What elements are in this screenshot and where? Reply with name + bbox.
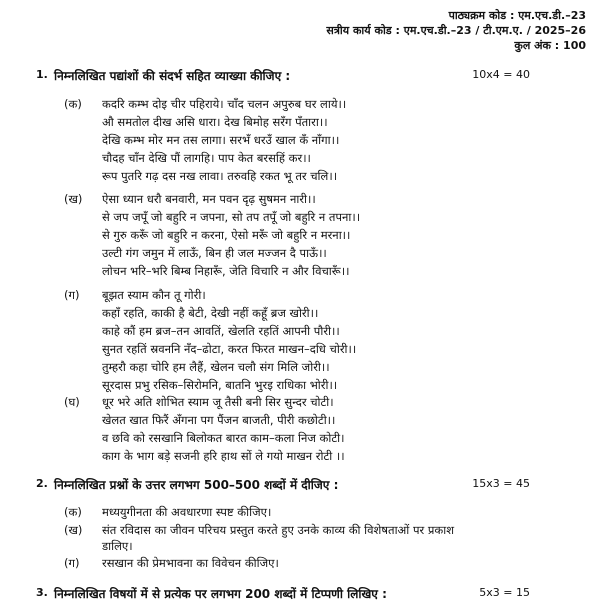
passage-label: (घ) [64,395,80,409]
question-number: 1. [36,68,48,81]
question-text: निम्नलिखित पद्यांशों की संदर्भ सहित व्याख्या कीजिए : [54,69,291,83]
question-marks: 10x4 = 40 [472,68,530,81]
passage-line: कहाँ रहति, काकी है बेटी, देखी नहीं कहूँ ब्रज खोरी।। [102,306,319,320]
passage-line: सुनत रहतिं स्रवननि नँद–ढोटा, करत फिरत माखन–दधि चोरी।। [102,342,357,356]
question-2 [0,475,600,493]
sub-question-text: रसखान की प्रेमभावना का विवेचन कीजिए। [102,556,279,570]
sub-question-label: (क) [64,505,82,519]
passage-line: औ समतोल दीख असि धारा। देख बिमोह सरँग पँतारा।। [102,115,328,129]
sub-question-label: (ग) [64,556,80,570]
passage-line: बूझत स्याम कौन तू गोरी। [102,288,206,302]
passage-line: लोचन भरि–भरि बिम्ब निहारूँ, जेति विचारि न और विचारूँ।। [102,264,350,278]
sub-question-text: मध्ययुगीनता की अवधारणा स्पष्ट कीजिए। [102,505,272,519]
total-marks: कुल अंक : 100 [514,39,586,52]
question-3 [0,584,600,602]
question-text: निम्नलिखित प्रश्नों के उत्तर लगभग 500–500 शब्दों में दीजिए : [54,478,339,492]
question-number: 2. [36,477,48,490]
assignment-code: सत्रीय कार्य कोड : एम.एच.डी.–23 / टी.एम.ए. / 2025–26 [326,24,586,37]
passage-label: (ग) [64,288,80,302]
passage-line: धूर भरे अति शोभित स्याम जू तैसी बनी सिर सुन्दर चोटी। [102,395,334,409]
sub-question-text: डालिए। [102,539,133,553]
question-1 [0,66,600,84]
question-marks: 5x3 = 15 [479,586,530,599]
passage-line: कदरि कम्भ दोइ चीर पहिराये। चाँद चलन अपुरुब घर लाये।। [102,97,347,111]
passage-line: से गुरु करूँ जो बहुरि न करना, ऐसो मरूँ जो बहुरि न मरना।। [102,228,351,242]
course-code: पाठ्यक्रम कोड : एम.एच.डी.–23 [448,9,586,22]
passage-line: काहे कौं हम ब्रज–तन आवतिं, खेलति रहतिं आपनी पौरी।। [102,324,340,338]
passage-label: (क) [64,97,82,111]
question-text: निम्नलिखित विषयों में से प्रत्येक पर लगभग 200 शब्दों में टिप्पणी लिखिए : [54,587,387,601]
question-number: 3. [36,586,48,599]
question-marks: 15x3 = 45 [472,477,530,490]
passage-label: (ख) [64,192,83,206]
passage-line: काग के भाग बड़े सजनी हरि हाथ सों ले गयो माखन रोटी ।। [102,449,345,463]
passage-line: रूप पुतरि गढ़ दस नख लावा। तरुवहि रकत भू तर चलि।। [102,169,338,183]
passage-line: तुम्हरौ कहा चोरि हम लैहैं, खेलन चलौ संग मिलि जोरी।। [102,360,330,374]
passage-line: सूरदास प्रभु रसिक–सिरोमनि, बातनि भुरइ राधिका भोरी।। [102,378,338,392]
passage-line: ऐसा ध्यान धरौ बनवारी, मन पवन दृढ़ सुषमन नारी।। [102,192,316,206]
passage-line: उल्टी गंग जमुन में लाऊँ, बिन ही जल मज्जन दै पाऊँ।। [102,246,327,260]
sub-question-label: (ख) [64,523,83,537]
passage-line: देखि कम्भ मोर मन तस लागा। सरभँ धरउँ खाल कँ नाँगा।। [102,133,340,147]
document-header [326,8,586,53]
passage-line: चौदह चाँन देखि पौं लागहि। पाप केत बरसहिं कर।। [102,151,311,165]
passage-line: से जप जपूँ जो बहुरि न जपना, सो तप तपूँ जो बहुरि न तपना।। [102,210,361,224]
passage-line: व छवि को रसखानि बिलोकत बारत काम–कला निज कोटी। [102,431,345,445]
sub-question-text: संत रविदास का जीवन परिचय प्रस्तुत करते हुए उनके काव्य की विशेषताओं पर प्रकाश [102,523,455,537]
passage-line: खेलत खात फिरैं अँगना पग पैंजन बाजती, पीरी कछोटी।। [102,413,336,427]
